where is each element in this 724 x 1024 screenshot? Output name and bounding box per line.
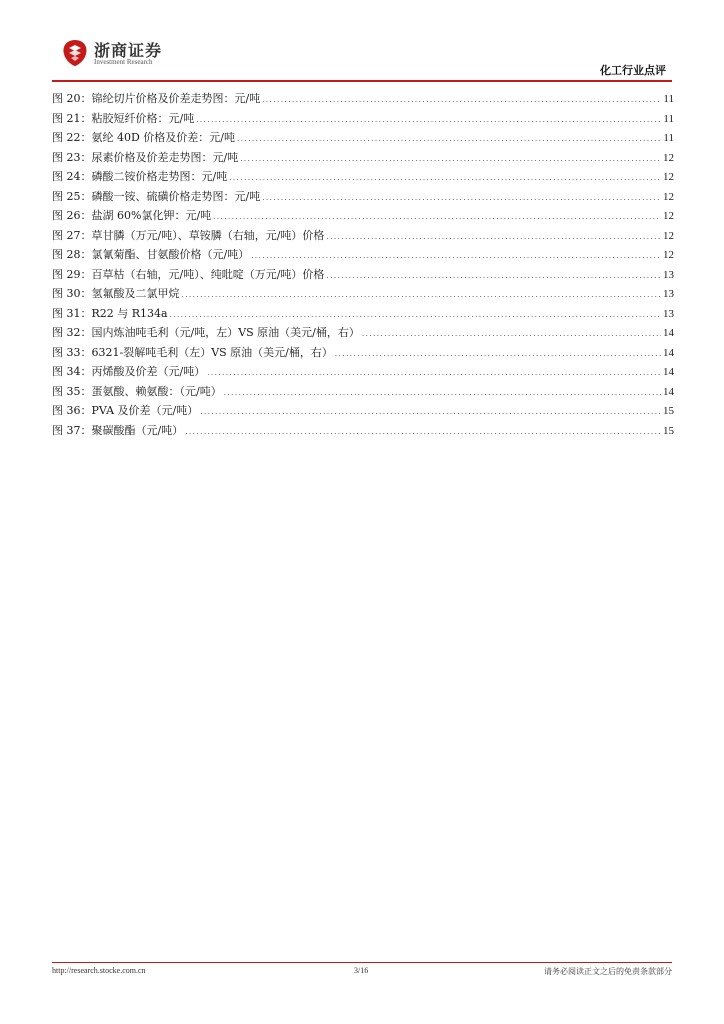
toc-entry-page: 11: [663, 112, 674, 125]
toc-entry[interactable]: [52, 265, 674, 285]
toc-leader-dots: [237, 130, 661, 150]
toc-entry[interactable]: [52, 187, 674, 207]
report-type: 化工行业点评: [600, 64, 666, 77]
toc-entry-label: 图 31：R22 与 R134a: [52, 306, 168, 320]
toc-entry-page: 12: [663, 210, 674, 222]
toc-leader-dots: [185, 423, 661, 443]
toc-entry-label: 图 36：PVA 及价差（元/吨）: [52, 404, 199, 417]
toc-entry-label: 图 34：丙烯酸及价差（元/吨）: [52, 365, 206, 378]
toc-entry-label: 图 26：盐湖 60%氯化钾：元/吨: [52, 209, 212, 222]
toc-leader-dots: [224, 384, 661, 404]
toc-entry-label: 图 20：锦纶切片价格及价差走势图：元/吨: [52, 92, 261, 105]
toc-entry-page: 14: [663, 327, 674, 339]
toc-entry-label: 图 25：磷酸一铵、硫磺价格走势图：元/吨: [52, 189, 261, 203]
toc-entry-page: 13: [663, 307, 674, 320]
toc-entry-label: 图 32：国内炼油吨毛利（元/吨，左）VS 原油（美元/桶，右）: [52, 326, 360, 339]
toc-leader-dots: [229, 169, 661, 189]
toc-leader-dots: [326, 228, 661, 248]
toc-entry-label: 图 35：蛋氨酸、赖氨酸：（元/吨）: [52, 384, 222, 398]
toc-entry-label: 图 29：百草枯（右轴，元/吨）、纯吡啶（万元/吨）价格: [52, 267, 325, 281]
toc-entry-page: 12: [663, 171, 674, 183]
toc-entry-label: 图 24：磷酸二铵价格走势图：元/吨: [52, 170, 228, 183]
toc-entry[interactable]: [52, 382, 674, 402]
toc-entry[interactable]: [52, 206, 674, 226]
toc-entry[interactable]: [52, 245, 674, 265]
toc-leader-dots: [196, 111, 661, 131]
toc-entry[interactable]: [52, 284, 674, 304]
toc-entry-page: 15: [663, 405, 674, 417]
toc-leader-dots: [262, 91, 661, 111]
page-footer: [52, 966, 672, 980]
toc-leader-dots: [240, 150, 661, 170]
toc-entry-page: 12: [663, 151, 674, 164]
toc-entry[interactable]: [52, 128, 674, 148]
page-header: [52, 30, 672, 78]
toc-entry-page: 15: [663, 424, 674, 437]
toc-entry-page: 14: [663, 385, 674, 398]
page-number: 3/16: [354, 966, 369, 975]
brand-name-cn: 浙商证券: [94, 41, 163, 60]
footer-url-link[interactable]: http://research.stocke.com.cn: [52, 966, 146, 975]
toc-entry-label: 图 33：6321-裂解吨毛利（左）VS 原油（美元/桶，右）: [52, 345, 333, 359]
toc-entry-page: 11: [663, 93, 674, 105]
toc-leader-dots: [262, 189, 661, 209]
brand-name-en: Investment Research: [94, 58, 153, 66]
toc-entry-label: 图 28：氯氰菊酯、甘氨酸价格（元/吨）: [52, 248, 250, 261]
toc-leader-dots: [182, 286, 662, 306]
toc-leader-dots: [207, 364, 661, 384]
toc-entry[interactable]: [52, 421, 674, 441]
footer-divider: [52, 962, 672, 963]
disclaimer-note: 请务必阅读正文之后的免责条款部分: [544, 967, 672, 976]
toc-entry-page: 14: [663, 346, 674, 359]
toc-entry-label: 图 23：尿素价格及价差走势图：元/吨: [52, 150, 239, 164]
toc-entry-page: 12: [663, 249, 674, 261]
toc-entry-label: 图 27：草甘膦（万元/吨）、草铵膦（右轴，元/吨）价格: [52, 228, 325, 242]
toc-entry-page: 13: [663, 288, 674, 300]
toc-entry[interactable]: [52, 89, 674, 109]
toc-entry-label: 图 37：聚碳酸酯（元/吨）: [52, 423, 184, 437]
figure-table-of-contents: [52, 89, 674, 440]
toc-entry-label: 图 22：氨纶 40D 价格及价差：元/吨: [52, 131, 236, 144]
toc-entry[interactable]: [52, 109, 674, 129]
toc-entry[interactable]: [52, 148, 674, 168]
toc-leader-dots: [200, 403, 661, 423]
toc-entry[interactable]: [52, 343, 674, 363]
toc-entry[interactable]: [52, 401, 674, 421]
toc-entry-page: 12: [663, 190, 674, 203]
toc-entry-page: 12: [663, 229, 674, 242]
toc-entry-label: 图 30：氢氟酸及二氯甲烷: [52, 287, 180, 300]
toc-entry-page: 11: [663, 132, 674, 144]
header-divider: [52, 80, 672, 82]
toc-entry[interactable]: [52, 323, 674, 343]
toc-entry-page: 13: [663, 268, 674, 281]
toc-entry[interactable]: [52, 226, 674, 246]
toc-entry[interactable]: [52, 304, 674, 324]
zheshang-logo-icon: [60, 38, 90, 68]
toc-entry[interactable]: [52, 167, 674, 187]
toc-entry-label: 图 21：粘胶短纤价格：元/吨: [52, 111, 195, 125]
toc-leader-dots: [335, 345, 661, 365]
toc-leader-dots: [326, 267, 661, 287]
toc-entry[interactable]: [52, 362, 674, 382]
toc-entry-page: 14: [663, 366, 674, 378]
toc-leader-dots: [362, 325, 661, 345]
